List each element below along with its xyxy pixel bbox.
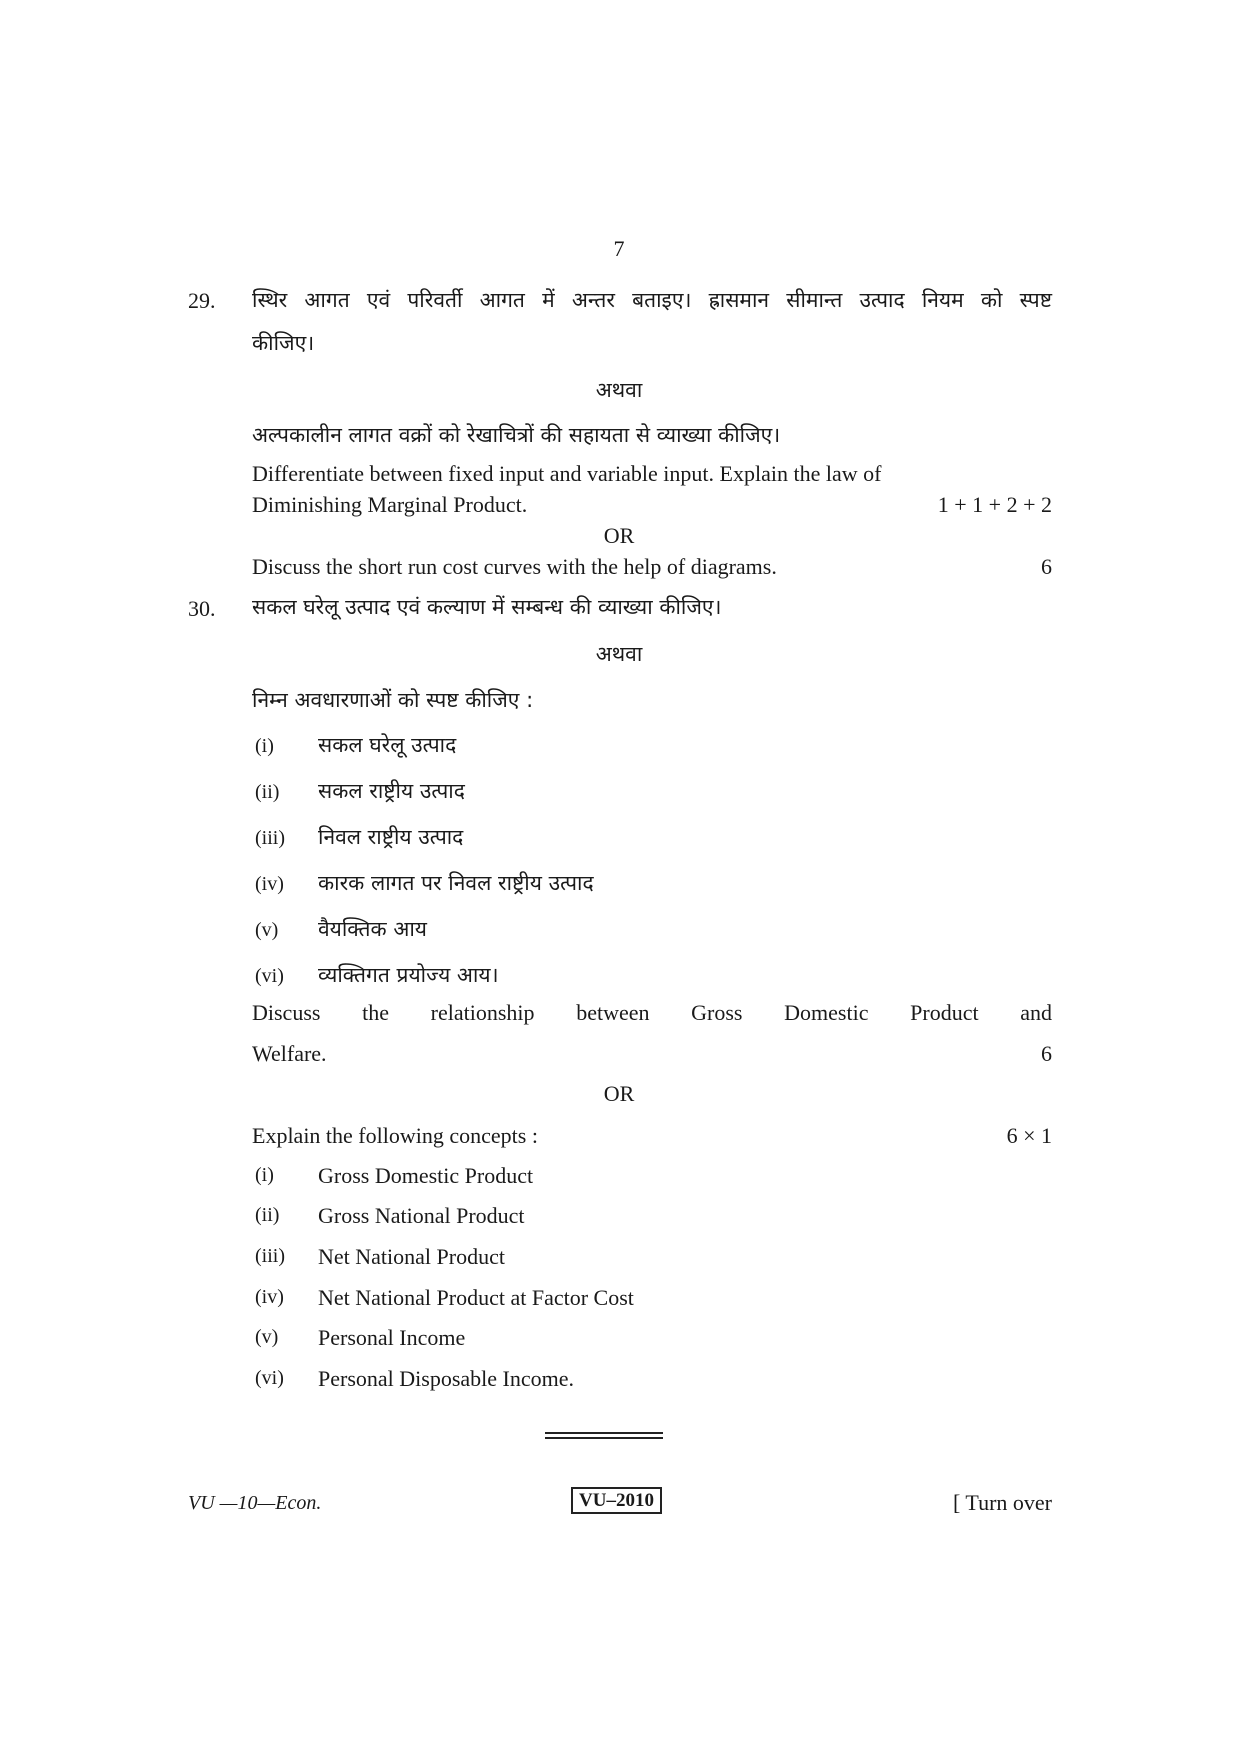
list-item-number: (vi): [255, 1367, 284, 1389]
english-question-line: Discuss the relationship between Gross Domestic Product and: [252, 1000, 1052, 1025]
english-question-line: Welfare.: [252, 1041, 327, 1066]
list-item-number: (iii): [255, 1245, 285, 1267]
list-item: वैयक्तिक आय: [318, 917, 427, 941]
turn-over: [ Turn over: [952, 1490, 1052, 1515]
list-item: Net National Product: [318, 1244, 505, 1269]
list-item-number: (v): [255, 919, 279, 941]
list-item: व्यक्तिगत प्रयोज्य आय।: [318, 963, 499, 987]
list-item: Gross National Product: [318, 1203, 525, 1228]
marks: 6: [1041, 1041, 1052, 1066]
list-item-number: (iii): [255, 827, 285, 849]
list-item-number: (iv): [255, 1286, 284, 1308]
list-item: निवल राष्ट्रीय उत्पाद: [318, 825, 464, 849]
list-item: कारक लागत पर निवल राष्ट्रीय उत्पाद: [318, 871, 594, 895]
list-item: Net National Product at Factor Cost: [318, 1285, 634, 1310]
marks: 6 × 1: [1006, 1123, 1052, 1148]
hindi-question-line: स्थिर आगत एवं परिवर्ती आगत में अन्तर बताइए। ह्रासमान सीमान्त उत्पाद नियम को स्पष्ट: [252, 288, 1052, 312]
english-alternative: Discuss the short run cost curves with the help of diagrams.: [252, 554, 777, 579]
list-item-number: (iv): [255, 873, 284, 895]
athva-separator: अथवा: [595, 642, 643, 666]
hindi-question-line: सकल घरेलू उत्पाद एवं कल्याण में सम्बन्ध की व्याख्या कीजिए।: [252, 595, 722, 619]
list-item: Personal Income: [318, 1325, 466, 1350]
athva-separator: अथवा: [595, 378, 643, 402]
or-separator: OR: [603, 523, 635, 548]
list-item-number: (i): [255, 735, 274, 757]
or-separator: OR: [603, 1081, 635, 1106]
hindi-alternative: अल्पकालीन लागत वक्रों को रेखाचित्रों की सहायता से व्याख्या कीजिए।: [252, 423, 781, 447]
list-item-number: (vi): [255, 965, 284, 987]
list-item-number: (ii): [255, 1204, 280, 1226]
footer-code: VU–2010: [571, 1487, 662, 1514]
marks: 1 + 1 + 2 + 2: [937, 492, 1052, 517]
list-item-number: (v): [255, 1326, 279, 1348]
end-rule: [545, 1437, 663, 1439]
list-item: सकल राष्ट्रीय उत्पाद: [318, 779, 465, 803]
english-intro: Explain the following concepts :: [252, 1123, 538, 1148]
footer-left: VU —10—Econ.: [188, 1492, 322, 1514]
question-number: 30.: [188, 596, 216, 621]
hindi-question-line: कीजिए।: [252, 331, 315, 355]
list-item: Gross Domestic Product: [318, 1163, 534, 1188]
list-item-number: (i): [255, 1164, 274, 1186]
list-item: Personal Disposable Income.: [318, 1366, 574, 1391]
end-rule: [545, 1432, 663, 1434]
question-number: 29.: [188, 288, 216, 313]
list-item-number: (ii): [255, 781, 280, 803]
marks: 6: [1041, 554, 1052, 579]
english-question-line: Diminishing Marginal Product.: [252, 492, 528, 517]
footer-code-box: [571, 1490, 662, 1512]
english-question-line: Differentiate between fixed input and variable input. Explain the law of: [252, 461, 882, 486]
page-number: 7: [613, 236, 625, 261]
hindi-intro: निम्न अवधारणाओं को स्पष्ट कीजिए :: [252, 688, 534, 712]
list-item: सकल घरेलू उत्पाद: [318, 733, 457, 757]
